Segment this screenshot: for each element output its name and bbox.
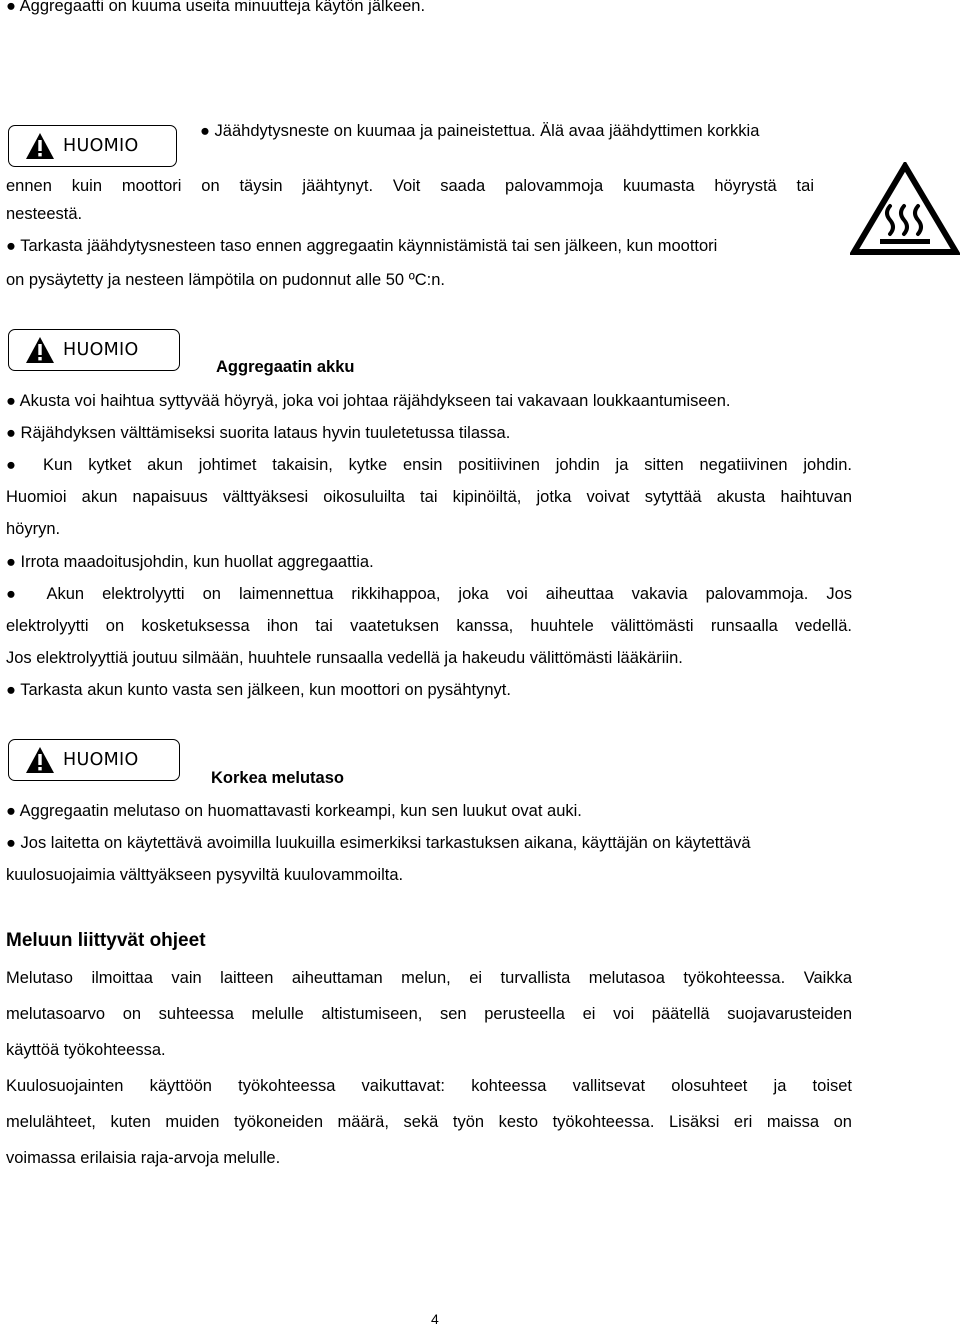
- coolant-line-5: on pysäytetty ja nesteen lämpötila on pudonnut alle 50 ºC:n.: [6, 271, 445, 289]
- hot-surface-icon: [850, 162, 960, 256]
- warning-label: HUOMIO: [63, 136, 139, 156]
- guidance-p2-line-2: melulähteet, kuten muiden työkoneiden määrä, sekä työn kesto työkohteessa. Lisäksi eri maissa on: [6, 1113, 852, 1131]
- warning-badge: [8, 125, 177, 167]
- battery-line-1: ● Akusta voi haihtua syttyvää höyryä, joka voi johtaa räjähdykseen tai vakavaan loukkaantumiseen.: [6, 392, 731, 410]
- guidance-p2-line-3: voimassa erilaisia raja-arvoja melulle.: [6, 1149, 281, 1167]
- noise-line-2: ● Jos laitetta on käytettävä avoimilla luukuilla esimerkiksi tarkastuksen aikana, käyttäjän on käytettävä: [6, 834, 751, 852]
- intro-line: ● Aggregaatti on kuuma useita minuutteja käytön jälkeen.: [6, 0, 426, 15]
- warning-label: HUOMIO: [63, 340, 139, 360]
- battery-line-9: Jos elektrolyyttiä joutuu silmään, huuhtele runsaalla vedellä ja hakeudu välittömästi lääkäriin.: [6, 649, 683, 667]
- page-number: 4: [431, 1311, 439, 1327]
- coolant-line-4: ● Tarkasta jäähdytysnesteen taso ennen aggregaatin käynnistämistä tai sen jälkeen, kun moottori: [6, 237, 718, 255]
- guidance-p1-line-2: melutasoarvo on suhteessa melulle altistumiseen, sen perusteella ei voi päätellä suojavarusteiden: [6, 1005, 852, 1023]
- battery-line-7: ● Akun elektrolyytti on laimennettua rikkihappoa, joka voi aiheuttaa vakavia palovammoja. Jos: [6, 585, 852, 603]
- battery-line-2: ● Räjähdyksen välttämiseksi suorita lataus hyvin tuuletetussa tilassa.: [6, 424, 511, 442]
- battery-line-6: ● Irrota maadoitusjohdin, kun huollat aggregaattia.: [6, 553, 374, 571]
- coolant-line-3: nesteestä.: [6, 205, 83, 223]
- warning-triangle-icon: [25, 746, 55, 774]
- coolant-line-1: ● Jäähdytysneste on kuumaa ja paineistettua. Älä avaa jäähdyttimen korkkia: [200, 122, 760, 140]
- battery-line-5: höyryn.: [6, 520, 61, 538]
- battery-warning-badge: [8, 329, 180, 371]
- guidance-p1-line-1: Melutaso ilmoittaa vain laitteen aiheuttaman melun, ei turvallista melutasoa työkohteessa. Vaikka: [6, 969, 852, 987]
- noise-guidance-heading: Meluun liittyvät ohjeet: [6, 930, 206, 951]
- noise-line-3: kuulosuojaimia välttyäkseen pysyviltä kuulovammoilta.: [6, 866, 404, 884]
- guidance-p1-line-3: käyttöä työkohteessa.: [6, 1041, 166, 1059]
- battery-line-4: Huomioi akun napaisuus välttyäksesi oikosuluilta tai kipinöiltä, jotka voivat sytyttää akusta haihtuvan: [6, 488, 852, 506]
- battery-line-3: ● Kun kytket akun johtimet takaisin, kytke ensin positiivinen johdin ja sitten negatiivinen johdin.: [6, 456, 852, 474]
- battery-title: Aggregaatin akku: [216, 358, 355, 376]
- battery-line-8: elektrolyytti on kosketuksessa ihon tai vaatetuksen kanssa, huuhtele välittömästi runsaalla vedellä.: [6, 617, 852, 635]
- guidance-p2-line-1: Kuulosuojainten käyttöön työkohteessa vaikuttavat: kohteessa vallitsevat olosuhteet ja toiset: [6, 1077, 852, 1095]
- battery-line-10: ● Tarkasta akun kunto vasta sen jälkeen, kun moottori on pysähtynyt.: [6, 681, 511, 699]
- warning-triangle-icon: [25, 336, 55, 364]
- noise-line-1: ● Aggregaatin melutaso on huomattavasti korkeampi, kun sen luukut ovat auki.: [6, 802, 582, 820]
- noise-title: Korkea melutaso: [211, 769, 344, 787]
- coolant-line-2: ennen kuin moottori on täysin jäähtynyt. Voit saada palovammoja kuumasta höyrystä tai: [6, 177, 814, 195]
- warning-triangle-icon: [25, 132, 55, 160]
- noise-warning-badge: [8, 739, 180, 781]
- warning-label: HUOMIO: [63, 750, 139, 770]
